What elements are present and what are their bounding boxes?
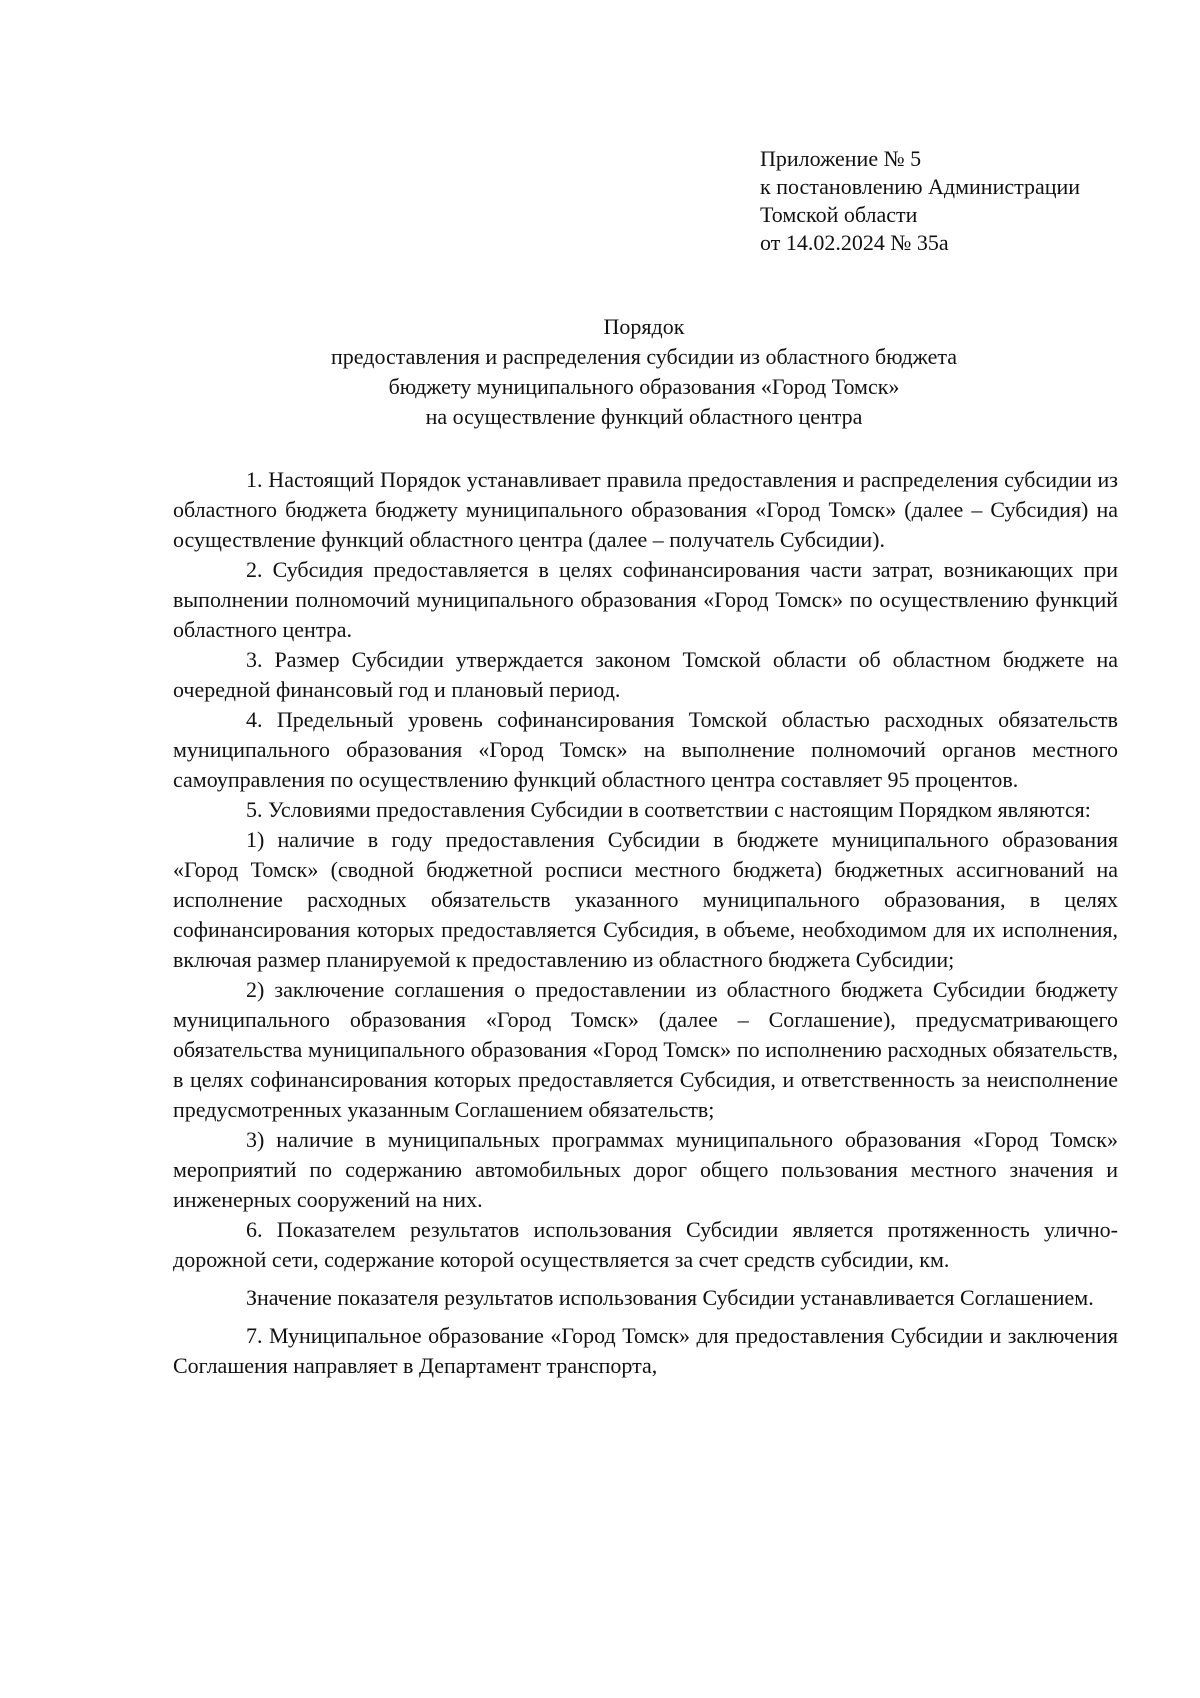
paragraph: Значение показателя результатов использования Субсидии устанавливается Соглашением. xyxy=(246,1285,1094,1310)
paragraph: 7. Муниципальное образование «Город Томск» для предоставления Субсидии и заключения Соглашения направляет в Департамент транспорта, xyxy=(173,1323,1118,1378)
paragraph: 6. Показателем результатов использования Субсидии является протяженность улично-дорожной сети, содержание которой осуществляется за счет средств субсидии, км. xyxy=(173,1217,1118,1272)
paragraph: 2. Субсидия предоставляется в целях софинансирования части затрат, возникающих при выполнении полномочий муниципального образования «Город Томск» по осуществлению функций областного центра. xyxy=(173,557,1118,642)
appendix-line: Томской области xyxy=(760,202,918,227)
paragraph: 1. Настоящий Порядок устанавливает правила предоставления и распределения субсидии из областного бюджета бюджету муниципального образования «Город Томск» (далее – Субсидия) на осуществление функций областного центра (далее – получатель Субсидии). xyxy=(173,467,1118,552)
paragraph: 4. Предельный уровень софинансирования Томской областью расходных обязательств муниципального образования «Город Томск» на выполнение полномочий органов местного самоуправления по осуществлению функций областного центра составляет 95 процентов. xyxy=(173,707,1118,792)
paragraph: 2) заключение соглашения о предоставлении из областного бюджета Субсидии бюджету муниципального образования «Город Томск» (далее – Соглашение), предусматривающего обязательства муниципального образования «Город Томск» по исполнению расходных обязательств, в целях софинансирования которых предоставляется Субсидия, и ответственность за неисполнение предусмотренных указанным Соглашением обязательств; xyxy=(173,977,1118,1122)
document-body xyxy=(173,465,1118,1381)
document-title xyxy=(170,312,1118,432)
paragraph: 3. Размер Субсидии утверждается законом Томской области об областном бюджете на очередной финансовый год и плановый период. xyxy=(173,647,1118,702)
title-line: бюджету муниципального образования «Город Томск» xyxy=(388,374,900,399)
title-line: предоставления и распределения субсидии из областного бюджета xyxy=(331,344,957,369)
paragraph: 1) наличие в году предоставления Субсидии в бюджете муниципального образования «Город Томск» (сводной бюджетной росписи местного бюджета) бюджетных ассигнований на исполнение расходных обязательств указанного муниципального образования, в целях софинансирования которых предоставляется Субсидия, в объеме, необходимом для их исполнения, включая размер планируемой к предоставлению из областного бюджета Субсидии; xyxy=(173,827,1118,972)
appendix-line: к постановлению Администрации xyxy=(760,174,1081,199)
appendix-line: от 14.02.2024 № 35а xyxy=(760,230,949,255)
appendix-line: Приложение № 5 xyxy=(760,146,922,171)
appendix-header xyxy=(760,145,1160,257)
title-line: на осуществление функций областного центра xyxy=(425,404,863,429)
title-line: Порядок xyxy=(603,314,685,339)
paragraph: 5. Условиями предоставления Субсидии в соответствии с настоящим Порядком являются: xyxy=(246,797,1091,822)
paragraph: 3) наличие в муниципальных программах муниципального образования «Город Томск» мероприятий по содержанию автомобильных дорог общего пользования местного значения и инженерных сооружений на них. xyxy=(173,1127,1118,1212)
